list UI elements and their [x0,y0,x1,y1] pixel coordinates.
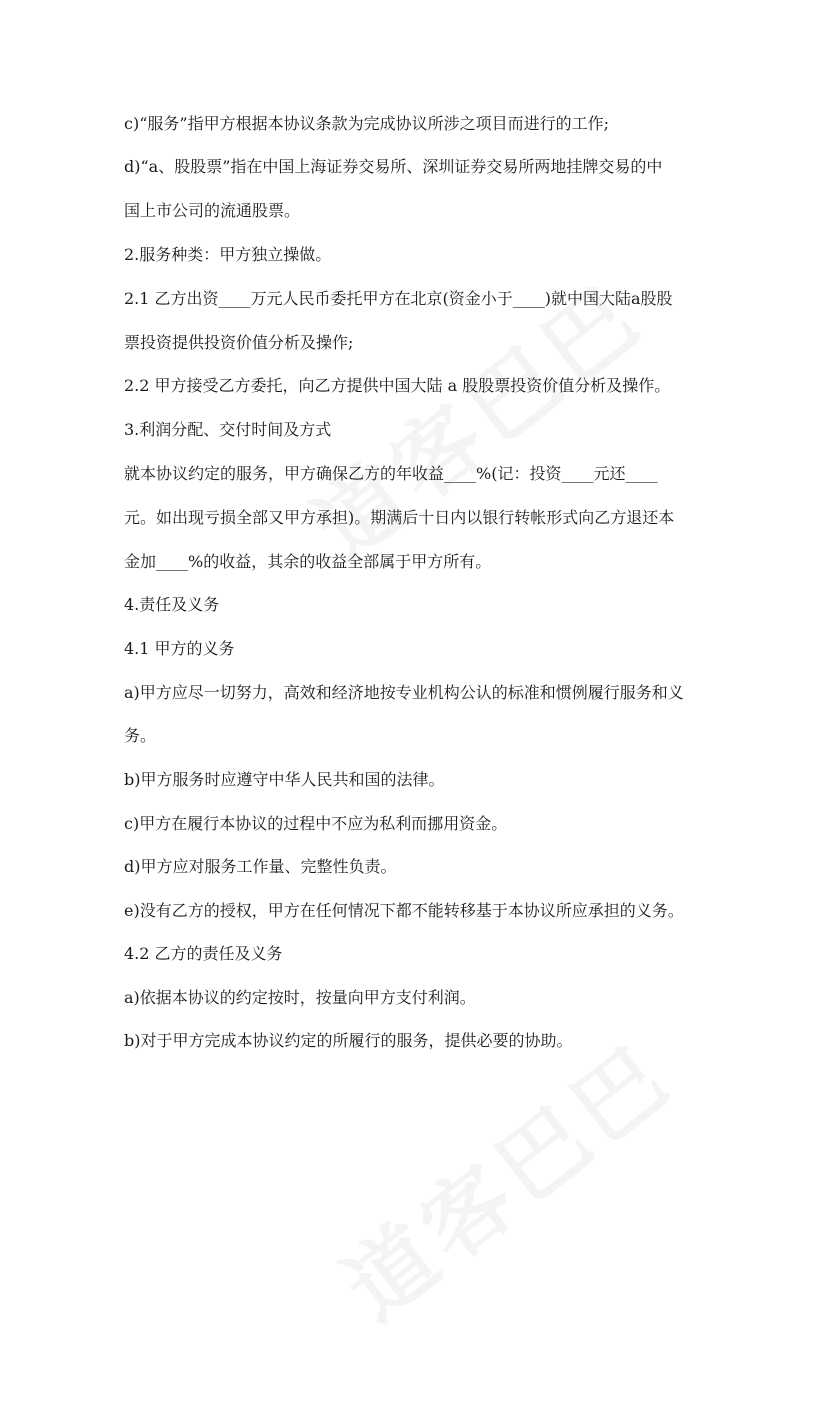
section-heading: 4.责任及义务 [124,595,220,614]
clause-line: b)对于甲方完成本协议约定的所履行的服务，提供必要的协助。 [124,1031,573,1050]
clause-line: c)甲方在履行本协议的过程中不应为私利而挪用资金。 [124,814,508,833]
section-heading: 3.利润分配、交付时间及方式 [124,420,332,439]
clause-line: 票投资提供投资价值分析及操作; [124,333,354,352]
clause-line: 金加____%的收益，其余的收益全部属于甲方所有。 [124,552,492,571]
clause-line: a)甲方应尽一切努力，高效和经济地按专业机构公认的标准和惯例履行服务和义 [124,683,684,702]
clause-line: 务。 [124,726,157,745]
clause-line: d)“a、股股票”指在中国上海证券交易所、深圳证券交易所两地挂牌交易的中 [124,157,663,176]
clause-line: d)甲方应对服务工作量、完整性负责。 [124,857,397,876]
clause-line: a)依据本协议的约定按时，按量向甲方支付利润。 [124,988,476,1007]
clause-line: b)甲方服务时应遵守中华人民共和国的法律。 [124,770,445,789]
subsection-heading: 4.1 甲方的义务 [124,639,235,658]
clause-line: 2.2 甲方接受乙方委托，向乙方提供中国大陆 a 股股票投资价值分析及操作。 [124,376,671,395]
subsection-heading: 4.2 乙方的责任及义务 [124,944,283,963]
clause-line: e)没有乙方的授权，甲方在任何情况下都不能转移基于本协议所应承担的义务。 [124,901,684,920]
clause-line: 就本协议约定的服务，甲方确保乙方的年收益____%(记：投资____元还____ [124,464,658,483]
clause-line: c)“服务”指甲方根据本协议条款为完成协议所涉之项目而进行的工作; [124,114,609,133]
section-heading: 2.服务种类：甲方独立操做。 [124,245,332,264]
clause-line: 元。如出现亏损全部又甲方承担)。期满后十日内以银行转帐形式向乙方退还本 [124,508,675,527]
clause-line: 国上市公司的流通股票。 [124,201,301,220]
clause-line: 2.1 乙方出资____万元人民币委托甲方在北京(资金小于____)就中国大陆a股股 [124,289,673,308]
